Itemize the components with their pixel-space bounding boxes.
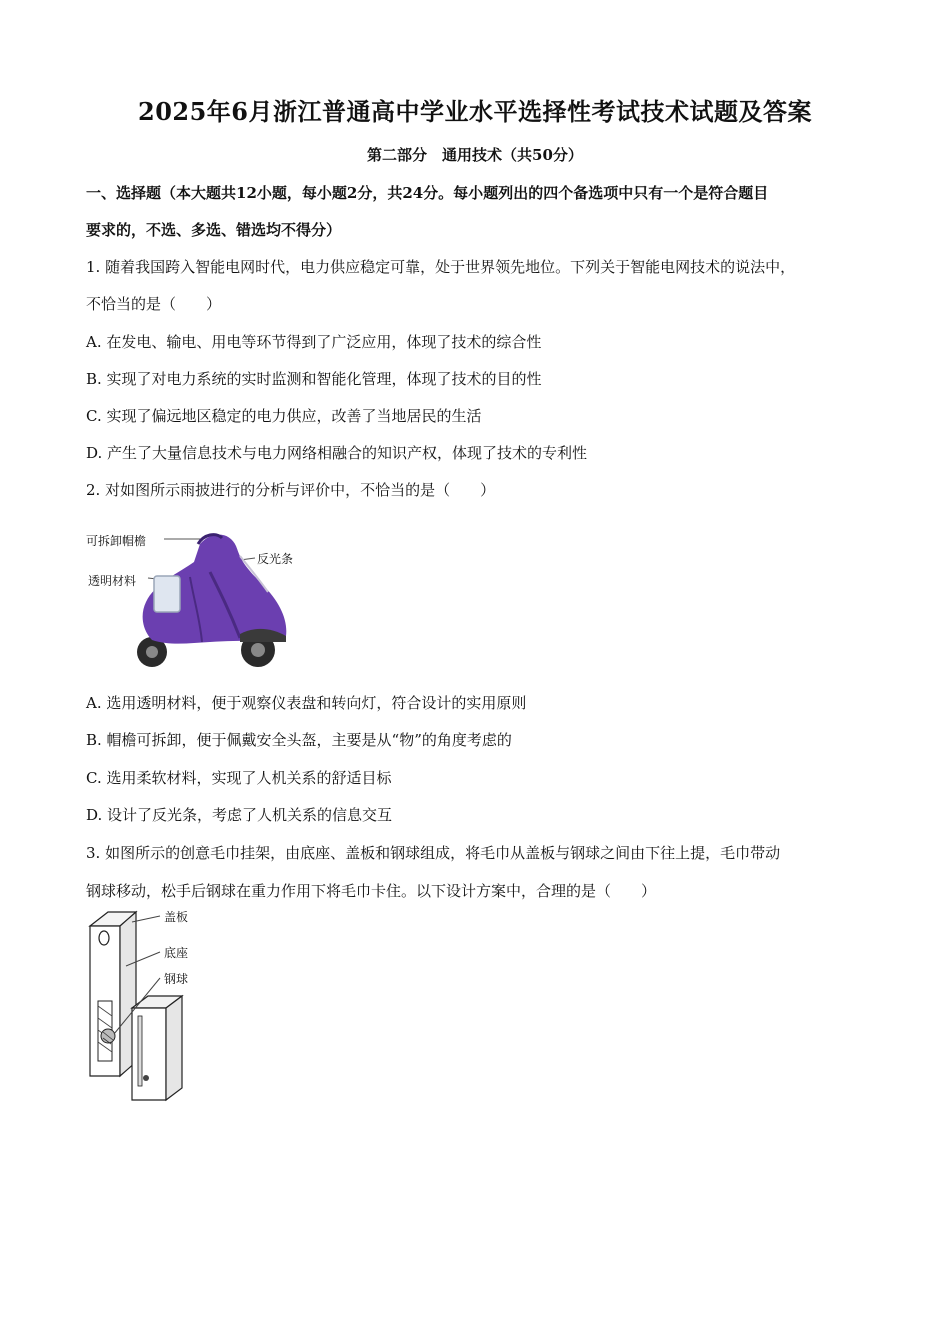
base-screw xyxy=(143,1075,149,1081)
label-steel-ball: 钢球 xyxy=(164,972,189,986)
raincoat-figure xyxy=(86,522,320,672)
q2-option-c: C. 选用柔软材料，实现了人机关系的舒适目标 xyxy=(86,769,392,787)
base-groove xyxy=(138,1016,142,1086)
mounting-hole xyxy=(99,931,109,945)
label-base: 底座 xyxy=(164,946,189,960)
label-transparent-material: 透明材料 xyxy=(88,574,137,588)
q3-stem-line1: 3. 如图所示的创意毛巾挂架，由底座、盖板和钢球组成，将毛巾从盖板与钢球之间由下往上提，毛巾带动 xyxy=(86,844,781,862)
q2-option-b: B. 帽檐可拆卸，便于佩戴安全头盔，主要是从“物”的角度考虑的 xyxy=(86,731,512,749)
q1-option-b: B. 实现了对电力系统的实时监测和智能化管理，体现了技术的目的性 xyxy=(86,370,542,388)
q2-stem: 2. 对如图所示雨披进行的分析与评价中，不恰当的是（ ） xyxy=(86,481,496,499)
base-side xyxy=(166,996,182,1100)
section-instructions-line2: 要求的，不选、多选、错选均不得分） xyxy=(86,221,342,239)
rear-wheel-hub xyxy=(251,643,265,657)
base-block xyxy=(132,1008,166,1100)
label-removable-brim: 可拆卸帽檐 xyxy=(86,534,147,548)
section-instructions-line1: 一、选择题（本大题共12小题，每小题2分，共24分。每小题列出的四个备选项中只有一个是符合题目 xyxy=(86,184,769,202)
towel-holder-illustration xyxy=(86,906,216,1106)
q1-stem-line1: 1. 随着我国跨入智能电网时代，电力供应稳定可靠，处于世界领先地位。下列关于智能电网技术的说法中， xyxy=(86,258,796,276)
q1-option-d: D. 产生了大量信息技术与电力网络相融合的知识产权，体现了技术的专利性 xyxy=(86,444,588,462)
document-title: 2025年6月浙江普通高中学业水平选择性考试技术试题及答案 xyxy=(138,97,812,126)
q1-stem-line2: 不恰当的是（ ） xyxy=(86,295,222,313)
label-cover-plate: 盖板 xyxy=(164,910,189,924)
towel-holder-figure xyxy=(86,906,216,1106)
label-reflective-strip: 反光条 xyxy=(257,552,294,566)
section-subtitle: 第二部分 通用技术（共50分） xyxy=(367,146,583,164)
front-wheel-hub xyxy=(146,646,158,658)
q1-option-a: A. 在发电、输电、用电等环节得到了广泛应用，体现了技术的综合性 xyxy=(86,333,542,351)
q2-option-d: D. 设计了反光条，考虑了人机关系的信息交互 xyxy=(86,806,393,824)
q2-option-a: A. 选用透明材料，便于观察仪表盘和转向灯，符合设计的实用原则 xyxy=(86,694,527,712)
q1-option-c: C. 实现了偏远地区稳定的电力供应，改善了当地居民的生活 xyxy=(86,407,482,425)
q3-stem-line2: 钢球移动，松手后钢球在重力作用下将毛巾卡住。以下设计方案中，合理的是（ ） xyxy=(86,882,657,900)
transparent-window xyxy=(154,576,180,612)
